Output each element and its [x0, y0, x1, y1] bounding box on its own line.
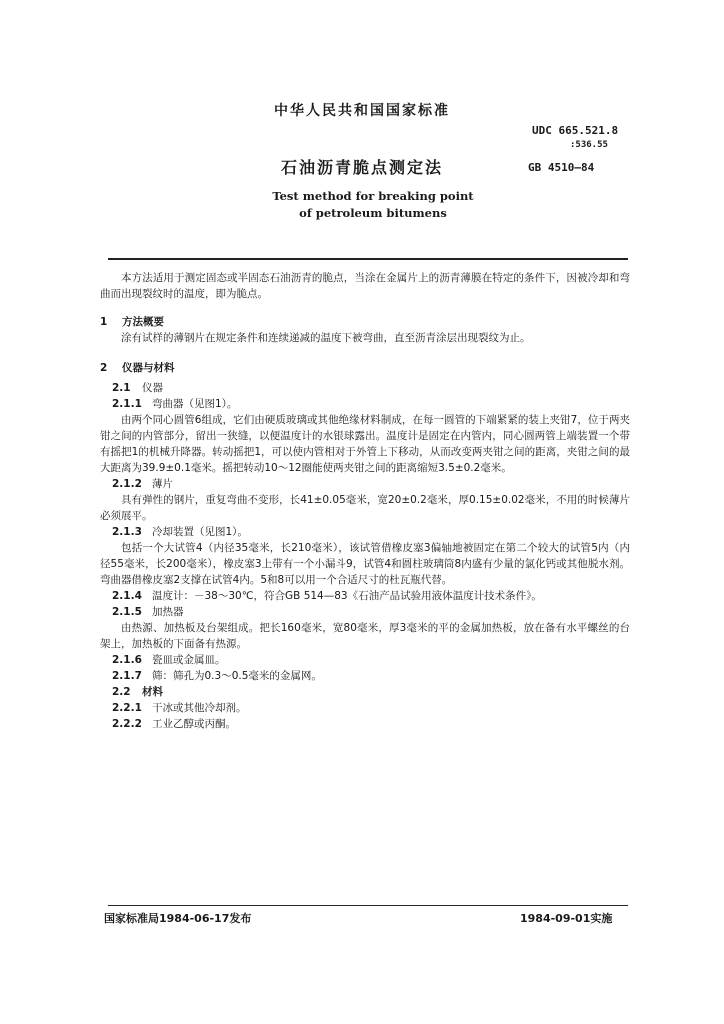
section-title: 加热器 — [152, 606, 184, 618]
section-2-2-heading — [100, 684, 630, 700]
section-text: 筛：筛孔为0.3～0.5毫米的金属网。 — [152, 670, 322, 682]
section-number: 2.1.7 — [112, 670, 142, 682]
title-english — [228, 188, 518, 222]
intro-paragraph: 本方法适用于测定固态或半固态石油沥青的脆点，当涂在金属片上的沥青薄膜在特定的条件下，因被冷却和弯曲而出现裂纹时的温度，即为脆点。 — [100, 272, 630, 300]
document-body — [100, 270, 630, 732]
section-2-1-6 — [100, 652, 630, 668]
section-title: 材料 — [142, 686, 163, 698]
section-2-1-3-text: 包括一个大试管4（内径35毫米，长210毫米），该试管借橡皮塞3偏轴地被固定在第二个较大的试管5内（内径55毫米，长200毫米），橡皮塞3上带有一个小漏斗9，试管4和圆柱玻璃筒8内盛有少量的氯化钙或其他脱水剂。弯曲器借橡皮塞2支撑在试管4内。5和8可以用一个合适尺寸的杜瓦瓶代替。 — [100, 542, 630, 586]
section-number: 2.2.1 — [112, 702, 142, 714]
section-text: 瓷皿或金属皿。 — [152, 654, 226, 666]
issue-date: 国家标准局1984-06-17发布 — [104, 912, 252, 925]
section-number: 2.1.2 — [112, 478, 142, 490]
section-2-2-1 — [100, 700, 630, 716]
section-number: 2.1.3 — [112, 526, 142, 538]
section-2-1-3-heading — [100, 524, 630, 540]
section-title: 薄片 — [152, 478, 173, 490]
section-2-1-2-text: 具有弹性的钢片，重复弯曲不变形，长41±0.05毫米，宽20±0.2毫米，厚0.15±0.02毫米，不用的时候薄片必须展平。 — [100, 494, 630, 522]
title-chinese: 石油沥青脆点测定法 — [280, 158, 443, 177]
section-text: 干冰或其他冷却剂。 — [152, 702, 247, 714]
section-2-2-2 — [100, 716, 630, 732]
section-title: 弯曲器（见图1）。 — [152, 398, 238, 410]
section-number: 2.1 — [112, 382, 131, 394]
section-title: 冷却装置（见图1）。 — [152, 526, 248, 538]
section-number: 2.1.1 — [112, 398, 142, 410]
section-title: 仪器 — [142, 382, 163, 394]
udc-line-1: UDC 665.521.8 — [532, 124, 619, 137]
section-2-1-2-heading — [100, 476, 630, 492]
udc-line-2: :536.55 — [570, 140, 608, 150]
header-divider — [108, 258, 628, 260]
section-1-text: 涂有试样的薄钢片在规定条件和连续递减的温度下被弯曲，直至沥青涂层出现裂纹为止。 — [121, 332, 531, 344]
section-text: 温度计：－38～30℃，符合GB 514—83《石油产品试验用液体温度计技术条件》。 — [152, 590, 542, 602]
section-title: 方法概要 — [122, 316, 164, 328]
section-2-1-4 — [100, 588, 630, 604]
section-2-1-5-heading — [100, 604, 630, 620]
effective-date: 1984-09-01实施 — [520, 912, 613, 925]
section-number: 2.1.6 — [112, 654, 142, 666]
section-title: 仪器与材料 — [122, 362, 175, 374]
udc-code — [532, 124, 618, 152]
section-2-1-7 — [100, 668, 630, 684]
section-1-heading — [100, 314, 630, 330]
section-number: 2.1.4 — [112, 590, 142, 602]
section-2-heading — [100, 360, 630, 376]
title-english-line-1: Test method for breaking point — [272, 189, 474, 203]
gb-number: GB 4510—84 — [528, 161, 595, 174]
section-2-1-5-text: 由热源、加热板及台架组成。把长160毫米，宽80毫米，厚3毫米的平的金属加热板，放在备有水平螺丝的台架上，加热板的下面备有热源。 — [100, 622, 630, 650]
national-standard-heading: 中华人民共和国国家标准 — [274, 103, 450, 119]
footer-divider — [108, 905, 628, 906]
section-number: 1 — [100, 316, 108, 328]
section-2-1-1-heading — [100, 396, 630, 412]
section-2-1-heading — [100, 380, 630, 396]
section-number: 2.2 — [112, 686, 131, 698]
title-english-line-2: of petroleum bitumens — [299, 206, 447, 220]
section-number: 2.1.5 — [112, 606, 142, 618]
section-2-1-1-text: 由两个同心圆管6组成，它们由硬质玻璃或其他绝缘材料制成，在每一圆管的下端紧紧的装上夹钳7，位于两夹钳之间的内管部分，留出一狭缝，以便温度计的水银球露出。温度计是固定在内管内，同心圆两管上端装置一个带有摇把1的机械升降器。转动摇把1，可以使内管相对于外管上下移动，从而改变两夹钳之间的距离，夹钳之间的最大距离为39.9±0.1毫米。摇把转动10～12圈能使两夹钳之间的距离缩短3.5±0.2毫米。 — [100, 414, 630, 474]
section-number: 2 — [100, 362, 108, 374]
section-number: 2.2.2 — [112, 718, 142, 730]
section-text: 工业乙醇或丙酮。 — [152, 718, 236, 730]
